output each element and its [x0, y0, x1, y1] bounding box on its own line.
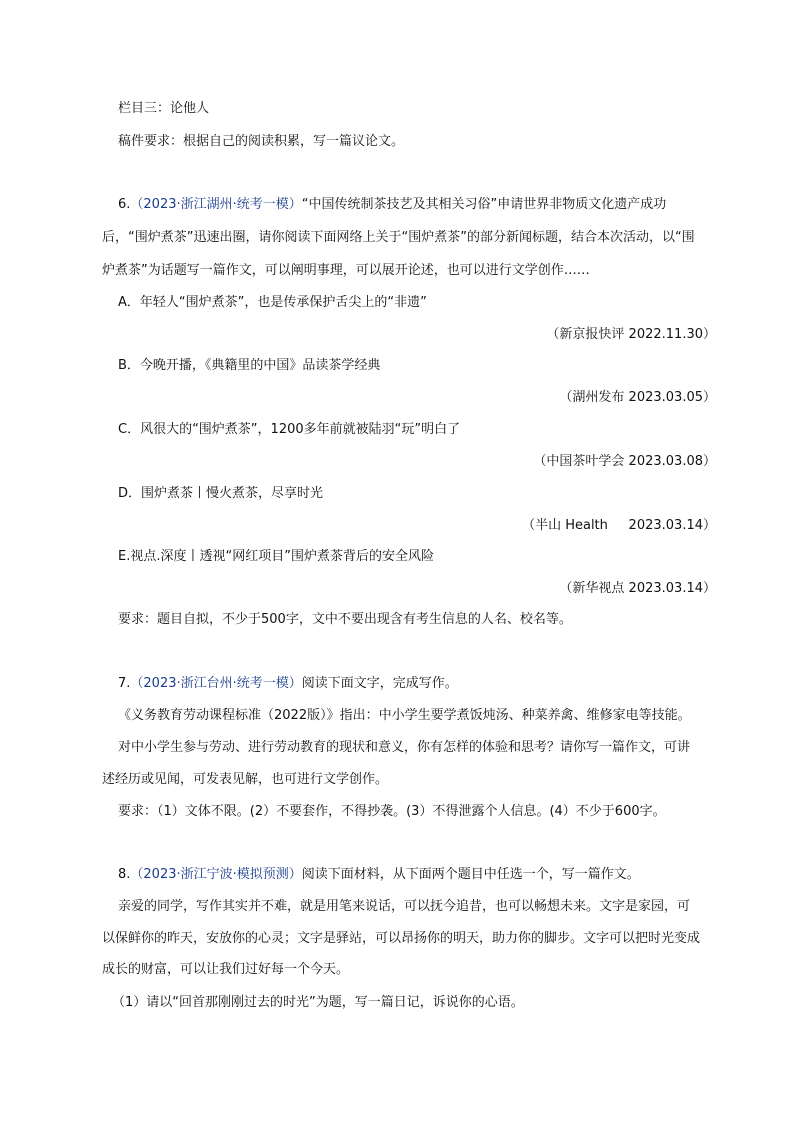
- q7-paragraph-1: 《义务教育劳动课程标准（2022版）》指出：中小学生要学煮饭炖汤、种菜养禽、维修家电等技能。: [118, 708, 691, 723]
- q8-first-line: [118, 866, 640, 884]
- q6-source-e: （新华视点 2023.03.14）: [559, 581, 716, 596]
- q6-headline-d: D．围炉煮茶丨慢火煮茶，尽享时光: [118, 486, 324, 501]
- q6-source-d: （半山 Health 2023.03.14）: [522, 518, 716, 533]
- q6-source-b: （湖州发布 2023.03.05）: [559, 390, 716, 405]
- column-three-line: 栏目三：论他人: [118, 101, 210, 116]
- q6-number: 6.: [118, 197, 131, 212]
- q7-source-tag: （2023·浙江台州·统考一模）: [130, 676, 302, 691]
- q8-paragraph-line-2: 以保鲜你的昨天，安放你的心灵；文字是驿站，可以昂扬你的明天，助力你的脚步。文字可以把时光变成: [102, 931, 701, 946]
- q6-source-c: （中国茶叶学会 2023.03.08）: [533, 454, 716, 469]
- q6-prompt-start: “中国传统制茶技艺及其相关习俗”申请世界非物质文化遗产成功: [301, 197, 667, 212]
- q6-headline-b: B．今晚开播，《典籍里的中国》品读茶学经典: [118, 358, 381, 373]
- q7-paragraph-2-line-2: 述经历或见闻，可发表见解，也可进行文学创作。: [102, 772, 389, 787]
- q8-lead: 阅读下面材料，从下面两个题目中任选一个，写一篇作文。: [301, 867, 640, 882]
- q8-paragraph-line-3: 成长的财富，可以让我们过好每一个今天。: [102, 962, 350, 977]
- q8-number: 8.: [118, 867, 131, 882]
- q6-source-tag: （2023·浙江湖州·统考一模）: [130, 197, 302, 212]
- q6-prompt-line-3: 炉煮茶”为话题写一篇作文，可以阐明事理，可以展开论述，也可以进行文学创作……: [102, 263, 590, 278]
- q7-number: 7.: [118, 676, 131, 691]
- q8-option-1: （1）请以“回首那刚刚过去的时光”为题，写一篇日记，诉说你的心语。: [112, 995, 524, 1010]
- q7-lead: 阅读下面文字，完成写作。: [301, 676, 458, 691]
- q7-first-line: [118, 675, 458, 693]
- q6-headline-e: E.视点.深度丨透视“网红项目”围炉煮茶背后的安全风险: [118, 549, 434, 564]
- q6-source-a: （新京报快评 2022.11.30）: [546, 327, 716, 342]
- manuscript-requirement-line: 稿件要求：根据自己的阅读积累，写一篇议论文。: [118, 134, 405, 149]
- q6-headline-a: A．年轻人“围炉煮茶”，也是传承保护舌尖上的“非遗”: [118, 295, 427, 310]
- q6-prompt-line-2: 后，“围炉煮茶”迅速出圈，请你阅读下面网络上关于“围炉煮茶”的部分新闻标题，结合本次活动，以“围: [102, 230, 695, 245]
- q6-headline-c: C．风很大的“围炉煮茶”，1200多年前就被陆羽“玩”明白了: [118, 422, 461, 437]
- q8-paragraph-line-1: 亲爱的同学，写作其实并不难，就是用笔来说话，可以抚今追昔，也可以畅想未来。文字是家园，可: [118, 899, 691, 914]
- q8-source-tag: （2023·浙江宁波·模拟预测）: [130, 867, 302, 882]
- q6-requirement: 要求：题目自拟，不少于500字，文中不要出现含有考生信息的人名、校名等。: [118, 612, 572, 627]
- q7-paragraph-2-line-1: 对中小学生参与劳动、进行劳动教育的现状和意义，你有怎样的体验和思考？请你写一篇作文，可讲: [118, 740, 691, 755]
- q7-requirement: 要求：（1）文体不限。(2）不要套作，不得抄袭。(3）不得泄露个人信息。(4）不少于600字。: [118, 804, 666, 819]
- q6-first-line: [118, 196, 666, 214]
